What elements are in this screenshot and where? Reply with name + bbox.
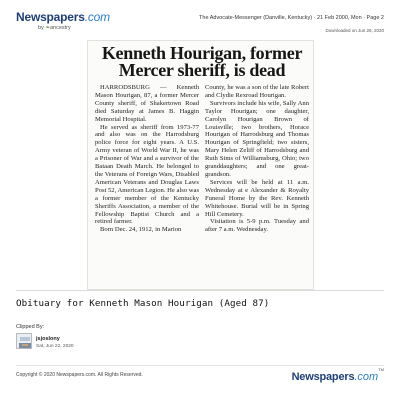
divider [16,365,384,366]
newspapers-logo[interactable] [16,9,110,32]
user-avatar-icon[interactable] [16,333,32,349]
clipping-title: Obituary for Kenneth Mason Hourigan (Aged 87) [16,298,270,309]
source-citation: The Advocate-Messenger (Danville, Kentucky) · 21 Feb 2000, Mon · Page 2 [199,15,384,21]
footer-logo[interactable]: Newspapers.com™ [291,367,384,383]
clipper-username[interactable]: jsjoslony [36,336,60,342]
downloaded-date: Downloaded on Jun 26, 2020 [325,28,384,33]
article-column-2 [205,84,309,288]
article-paragraph: HARRODSBURG — Kenneth Mason Hourigan, 87, a former Mercer County sheriff, of Shakertown Road died Saturday at James B. Haggin Memorial Hospital. [95,84,199,123]
logo-wordmark: Newspapers.com [16,10,110,24]
article-paragraph: Born Dec. 24, 1912, in Marion [100,226,182,234]
clipped-by-label: Clipped By: [16,324,45,330]
article-headline: Kenneth Hourigan, former Mercer sheriff, is dead [101,43,303,80]
article-body [95,84,309,288]
ancestry-leaf-icon: ❧ [45,25,50,31]
header [0,0,400,38]
article-column-1 [95,84,199,288]
article-paragraph: He served as sheriff from 1973-77 and also was on the Harrodsburg police force for eight years. A U.S. Army veteran of World War II, he was a Prisoner of War and a survivor of the Bataan Death March. He belonged to the Veterans of Foreign Wars, Disabled American Veterans and Douglas Laws Post 52, American Legion. He also was a former member of the Kentucky Sheriffs Association, a member of the Fellowship Baptist Church and a retired farmer. [95,123,200,226]
newspaper-clipping [87,40,314,290]
divider [16,290,384,291]
article-paragraph: Visitation is 5-9 p.m. Tuesday and after 7 a.m. Wednesday. [205,218,309,234]
copyright-notice: Copyright © 2020 Newspapers.com. All Rights Reserved. [16,372,143,378]
article-paragraph: Survivors include his wife, Sally Ann Taylor Hourigan; one daughter, Carolyn Hourigan Brown of Louisville; two brothers, Horace Hourigan of Harrodsburg and Thomas Hourigan of Springfield; two sisters, Mary Helen Zeliff of Harrodsburg and Ruth Sims of Williamsburg, Ohio; two granddaughters; and one great-grandson. [205,99,309,178]
clip-date: Sat, Jun 22, 2020 [36,344,74,349]
article-paragraph: County, he was a son of the late Robert and Clydie Rexroad Hourigan. [205,84,309,99]
logo-subtitle: by ❧ancestry [38,25,71,31]
article-paragraph: Services will be held at 11 a.m. Wednesday at e Alexander & Royalty Funeral Home by the Rev. Kenneth Whitehouse. Burial will be in Spring Hill Cemetery. [205,178,309,218]
